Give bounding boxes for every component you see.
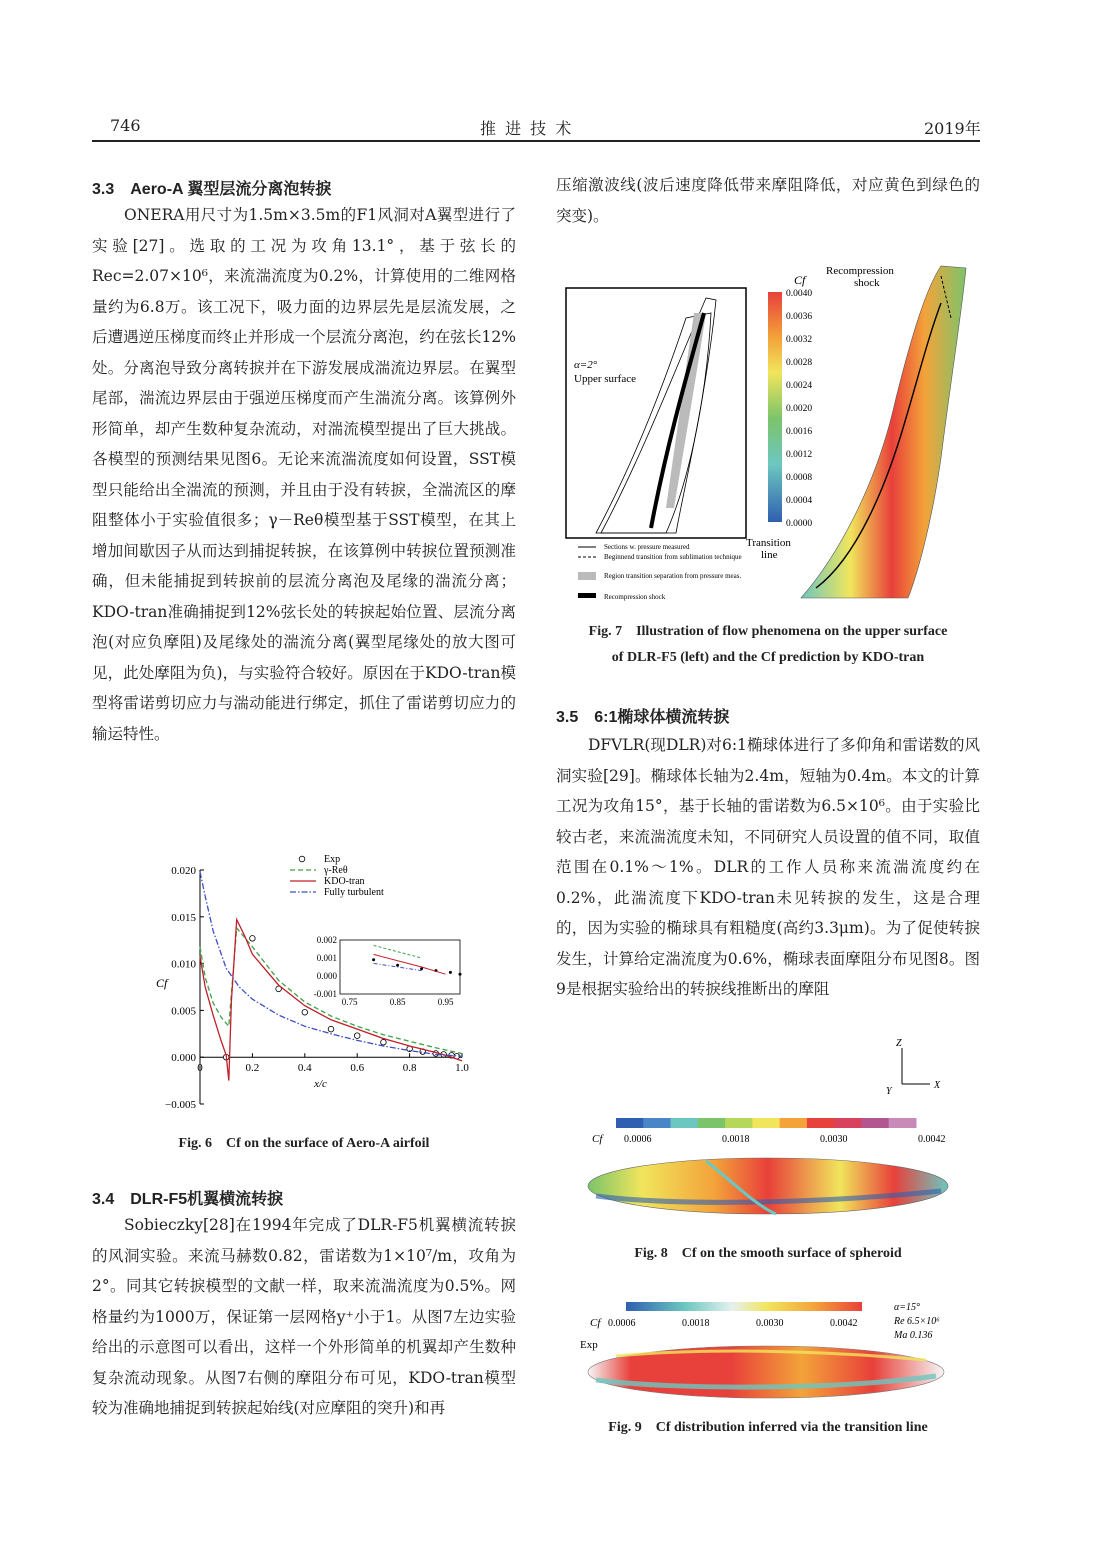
fig8-axis-z: Z	[896, 1038, 902, 1049]
fig8-caption: Fig. 8 Cf on the smooth surface of spheroid	[634, 1246, 902, 1261]
fig6-inset-exp-point	[396, 964, 399, 967]
fig6-xtick-label: 0.2	[245, 1062, 260, 1075]
fig6-inset-exp-point	[459, 973, 462, 976]
fig9-ma: Ma 0.136	[894, 1330, 933, 1341]
section-3-4-paragraph: Sobieczky[28]在1994年完成了DLR-F5机翼横流转捩的风洞实验。来流马赫数0.82，雷诺数为1×10⁷/m，攻角为2°。同其它转捩模型的文献一样，取来流湍流度为0.5%。网格量约为1000万，保证第一层网格y⁺小于1。从图7左边实验给出的示意图可以看出，这样一个外形简单的机翼却产生数种复杂流动现象。从图7右侧的摩阻分布可见，KDO-tran模型较为准确地捕捉到转捩起始线(对应摩阻的突升)和再	[92, 1216, 516, 1417]
fig7-cbar-tick-label: 0.0040	[786, 289, 813, 299]
fig6-ylabel: Cf	[156, 976, 168, 990]
fig8-graphic	[556, 1036, 980, 1236]
fig7-wing-cf	[801, 266, 966, 598]
fig7-legend-2: Beginnend transition from sublimation technique	[604, 553, 742, 561]
fig7-legend-3: Region transition separation from pressure meas.	[604, 572, 742, 580]
fig6-legend-marker	[299, 856, 305, 862]
fig8-colorbar-ticks	[624, 1134, 946, 1145]
fig8-colorbar-segment	[698, 1118, 726, 1128]
fig7-line-label: line	[761, 549, 778, 561]
fig7-alpha-label: α=2°	[574, 359, 598, 371]
fig8-colorbar	[616, 1118, 917, 1128]
fig6-inset-xtick-label: 0.75	[341, 997, 358, 1007]
fig7-shock-label: shock	[854, 277, 880, 289]
fig6-xlabel: x/c	[314, 1078, 327, 1091]
fig7	[556, 258, 980, 608]
fig6-ytick-label: 0.020	[171, 865, 196, 877]
fig6-xtick-label: 0.4	[297, 1062, 312, 1075]
fig8-spheroid	[588, 1158, 948, 1214]
fig7-cbar-tick-label: 0.0012	[786, 450, 813, 460]
fig6-exp-point	[328, 1026, 334, 1032]
fig6-xtick-label: 1.0	[455, 1062, 469, 1075]
fig8-cbar-tick-label: 0.0018	[722, 1134, 750, 1145]
fig7-upper-surface-label: Upper surface	[574, 373, 636, 385]
fig7-cbar-tick-label: 0.0028	[786, 358, 813, 368]
fig9-colorbar	[626, 1302, 862, 1311]
fig7-colorbar-ticks	[786, 289, 812, 529]
fig9-alpha: α=15°	[894, 1302, 920, 1313]
fig6-xtick-label: 0.8	[402, 1062, 417, 1075]
section-3-5-title: 3.5 6:1椭球体横流转捩	[556, 709, 730, 726]
fig6-legend-label: KDO-tran	[324, 876, 365, 887]
fig6-chart	[140, 850, 480, 1115]
fig6-xtick-label: 0	[197, 1062, 203, 1075]
fig8-colorbar-segment	[861, 1118, 889, 1128]
fig8-colorbar-segment	[780, 1118, 808, 1128]
fig6-ytick-label: 0.000	[171, 1052, 196, 1065]
fig7-transition-label: Transition	[746, 537, 791, 549]
section-3-3-title: 3.3 Aero-A 翼型层流分离泡转捩	[92, 181, 332, 198]
fig8-cbar-tick-label: 0.0030	[820, 1134, 848, 1145]
fig8-axis-x: X	[934, 1080, 941, 1091]
fig7-cbar-tick-label: 0.0020	[786, 404, 813, 414]
fig6-ytick-label: 0.005	[171, 1005, 196, 1018]
fig8-colorbar-segment	[889, 1118, 917, 1128]
fig6-inset-exp-point	[372, 958, 375, 961]
fig7-colorbar	[768, 292, 782, 522]
fig9-colorbar-ticks	[608, 1318, 858, 1329]
fig6-legend-label: Exp	[324, 854, 341, 865]
fig8	[556, 1036, 980, 1236]
fig7-caption-line1: Fig. 7 Illustration of flow phenomena on the upper surface	[588, 624, 948, 639]
fig9-cbar-tick-label: 0.0006	[608, 1318, 636, 1329]
fig7-cbar-tick-label: 0.0024	[786, 381, 813, 391]
fig6-caption: Fig. 6 Cf on the surface of Aero-A airfoil	[178, 1136, 430, 1151]
section-3-5-paragraph: DFVLR(现DLR)对6:1椭球体进行了多仰角和雷诺数的风洞实验[29]。椭球体长轴为2.4m，短轴为0.4m。本文的计算工况为攻角15°，基于长轴的雷诺数为6.5×10⁶。由于实验比较古老，来流湍流度未知，不同研究人员设置的值不同，取值范围在0.1%～1%。DLR的工作人员称来流湍流度约在0.2%，此湍流度下KDO-tran未见转捩的发生，这是合理的，因为实验的椭球具有粗糙度(高约3.3μm)。为了促使转捩发生，计算给定湍流度为0.6%，椭球表面摩阻分布见图8。图9是根据实验给出的转捩线推断出的摩阻	[556, 736, 980, 998]
fig8-cbar-tick-label: 0.0006	[624, 1134, 652, 1145]
fig6-exp-point	[354, 1033, 360, 1039]
fig7-caption-line2: of DLR-F5 (left) and the Cf prediction by KDO-tran	[611, 650, 925, 665]
section-3-4-title: 3.4 DLR-F5机翼横流转捩	[92, 1191, 284, 1208]
fig7-graphic	[556, 258, 980, 608]
fig9-graphic	[556, 1296, 980, 1406]
fig7-legend-1: Sections w. pressure measured	[604, 543, 690, 551]
fig7-cbar-tick-label: 0.0000	[786, 519, 813, 529]
fig7-legend-4: Recompression shock	[604, 593, 666, 601]
fig7-cbar-tick-label: 0.0036	[786, 312, 813, 322]
continued-paragraph: 压缩激波线(波后速度降低带来摩阻降低，对应黄色到绿色的突变)。	[556, 176, 980, 225]
fig8-colorbar-segment	[616, 1118, 644, 1128]
fig9-caption: Fig. 9 Cf distribution inferred via the transition line	[608, 1420, 928, 1435]
fig8-cbar-tick-label: 0.0042	[918, 1134, 946, 1145]
fig8-colorbar-segment	[643, 1118, 671, 1128]
fig6-legend-label: γ-Reθ	[324, 865, 348, 876]
fig6-exp-point	[302, 1009, 308, 1015]
fig9-cbar-tick-label: 0.0030	[756, 1318, 784, 1329]
fig6-ytick-label: 0.010	[171, 958, 196, 971]
fig6-inset-xtick-label: 0.85	[389, 997, 406, 1007]
fig7-recompression-label: Recompression	[826, 265, 894, 277]
fig6-plot	[140, 850, 480, 1115]
fig8-cbar-label: Cf	[592, 1133, 603, 1145]
fig6-inset-xtick-label: 0.95	[437, 997, 454, 1007]
fig6-exp-point	[381, 1039, 387, 1045]
fig9	[556, 1296, 980, 1406]
fig8-colorbar-segment	[671, 1118, 699, 1128]
fig8-axis-y: Y	[886, 1086, 892, 1097]
fig6-ytick-label: −0.005	[165, 1099, 196, 1111]
year: 2019年	[924, 119, 981, 138]
fig7-cbar-tick-label: 0.0008	[786, 473, 813, 483]
fig6-inset-ytick-label: -0.001	[313, 989, 337, 999]
fig7-cbar-tick-label: 0.0016	[786, 427, 813, 437]
fig9-exp-label: Exp	[580, 1339, 598, 1351]
fig6-legend-label: Fully turbulent	[324, 887, 384, 898]
fig7-cbar-tick-label: 0.0032	[786, 335, 813, 345]
fig8-colorbar-segment	[725, 1118, 753, 1128]
fig9-re: Re 6.5×10⁶	[894, 1316, 940, 1327]
journal-name: 推 进 技 术	[480, 119, 574, 138]
fig8-colorbar-segment	[834, 1118, 862, 1128]
section-3-3-paragraph: ONERA用尺寸为1.5m×3.5m的F1风洞对A翼型进行了实验[27]。选取的工况为攻角13.1°，基于弦长的 Rec=2.07×10⁶，来流湍流度为0.2%，计算使用的二维网格量约为6.8万。该工况下，吸力面的边界层先是层流发展，之后遭遇逆压梯度而终止并形成一个层流分离泡，约在弦长12%处。分离泡导致分离转捩并在下游发展成湍流边界层。在翼型尾部，湍流边界层由于强逆压梯度而产生湍流分离。该算例外形简单，却产生数种复杂流动，对湍流模型提出了巨大挑战。各模型的预测结果见图6。无论来流湍流度如何设置，SST模型只能给出全湍流的预测，并且由于没有转捩，全湍流区的摩阻整体小于实验值很多；γ－Reθ模型基于SST模型，在其上增加间歇因子从而达到捕捉转捩，在该算例中转捩位置预测准确，但未能捕捉到转捩前的层流分离泡及尾缘的湍流分离；KDO-tran准确捕捉到12%弦长处的转捩起始位置、层流分离泡(对应负摩阻)及尾缘处的湍流分离(翼型尾缘处的放大图可见，此处摩阻为负)，与实验符合较好。原因在于KDO-tran模型将雷诺剪切应力与湍动能进行绑定，抓住了雷诺剪切应力的输运特性。	[92, 206, 516, 743]
fig9-cbar-tick-label: 0.0018	[682, 1318, 710, 1329]
fig6-inset-ytick-label: 0.002	[316, 935, 337, 945]
fig6-inset-ytick-label: 0.001	[316, 953, 337, 963]
header-rule	[92, 140, 980, 142]
fig6-inset-exp-point	[449, 971, 452, 974]
fig8-colorbar-segment	[807, 1118, 835, 1128]
fig6-inset-frame	[340, 940, 460, 994]
page-number: 746	[110, 116, 141, 135]
fig6-inset-ytick-label: 0.000	[316, 971, 337, 981]
fig7-cbar-tick-label: 0.0004	[786, 496, 813, 506]
fig9-cbar-label: Cf	[590, 1317, 601, 1329]
fig7-cbar-title: Cf	[794, 273, 806, 287]
fig9-cbar-tick-label: 0.0042	[830, 1318, 858, 1329]
fig6-ytick-label: 0.015	[171, 911, 196, 924]
fig6-xtick-label: 0.6	[350, 1062, 365, 1075]
fig6-exp-point	[250, 936, 256, 942]
fig8-colorbar-segment	[752, 1118, 780, 1128]
